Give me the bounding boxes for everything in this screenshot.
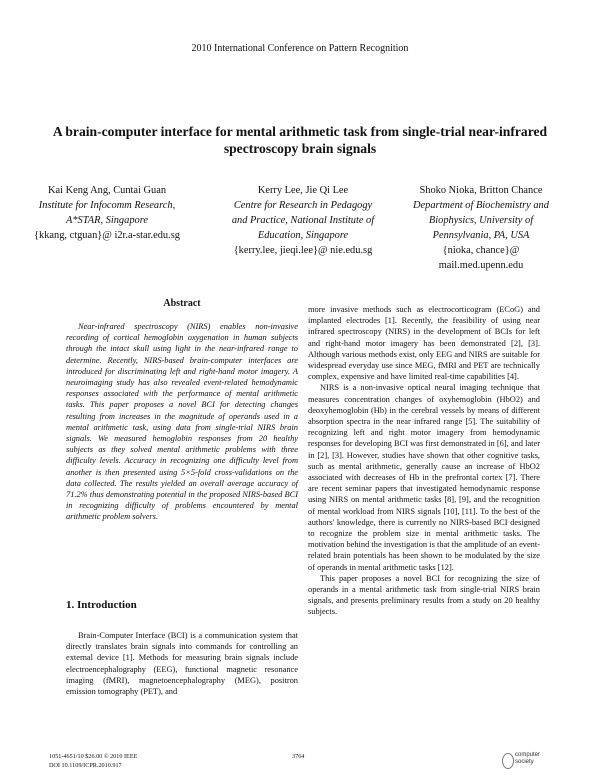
author-email: {nioka, chance}@ mail.med.upenn.edu	[438, 245, 524, 271]
abstract-body	[66, 321, 298, 523]
computer-society-logo	[502, 752, 562, 770]
right-paragraph-1: more invasive methods such as electrocorticogram (ECoG) and implanted electrodes [1]. Recently, the feasibility of using near infrared spectroscopy (NIRS) in the development of BCIs for left and right-hand motor imagery has been demonstrated [2], [3]. Although various methods exist, only EEG and NIRS are suitable for widespread everyday use since MEG, fMRI and PET are technically complex, expensive and have limited real-time capabilities [4].	[308, 305, 540, 382]
author-names: Kerry Lee, Jie Qi Lee	[257, 185, 349, 196]
introduction-paragraph: Brain-Computer Interface (BCI) is a communication system that directly translates brain signals into commands for controlling an external device [1]. Methods for measuring brain signals include electroencephalography (EEG), functional magnetic resonance imaging (fMRI), magnetoencephalography (MEG), positron emission tomography (PET), and	[66, 631, 298, 697]
abstract-heading: Abstract	[163, 298, 201, 309]
author-block-1	[32, 183, 182, 243]
paper-title: A brain-computer interface for mental arithmetic task from single-trial near-infrared spectroscopy brain signals	[52, 124, 548, 156]
author-names: Shoko Nioka, Britton Chance	[419, 185, 543, 196]
author-block-3	[406, 183, 556, 273]
author-names: Kai Keng Ang, Cuntai Guan	[47, 185, 167, 196]
author-email: {kkang, ctguan}@ i2r.a-star.edu.sg	[34, 230, 180, 241]
author-block-2	[228, 183, 378, 258]
author-email: {kerry.lee, jieqi.lee}@ nie.edu.sg	[233, 245, 373, 256]
logo-line-2: society	[515, 759, 534, 765]
introduction-body	[66, 630, 298, 697]
page-number: 3764	[292, 753, 305, 760]
abstract-text: Near-infrared spectroscopy (NIRS) enables non-invasive recording of cortical hemoglobin oxygenation in human subjects through the intact skull using light in the near-infrared range to determine. Recently, NIRS-based brain-computer interfaces are introduced for discriminating left and right-hand motor imagery. A neuroimaging study has also revealed event-related hemodynamic responses associated with the performance of mental arithmetic tasks. This paper proposes a novel BCI for detecting changes resulting from increases in the magnitude of operands used in a mental arithmetic task, using data from single-trial NIRS brain signals. We measured hemoglobin responses from 20 healthy subjects as they solved mental arithmetic problems with three difficulty levels. Accuracy in recognizing one difficulty level from another is then presented using 5×5-fold cross-validations on the data collected. The results yielded an overall average accuracy of 71.2% thus demonstrating potential in the proposed NIRS-based BCI in recognizing difficulty of problems encountered by mental arithmetic problem solvers.	[66, 322, 298, 522]
society-logo-icon	[502, 753, 514, 769]
right-column	[308, 304, 540, 618]
footer-doi: DOI 10.1109/ICPR.2010.917	[49, 762, 122, 769]
author-affiliation: Institute for Infocomm Research, A*STAR, Singapore	[38, 200, 176, 226]
right-paragraph-2: NIRS is a non-invasive optical neural imaging technique that measures concentration changes of oxyhemoglobin (HbO2) and deoxyhemoglobin (Hb) in the cerebral vessels by means of different absorption spectra in the near infrared range [5]. The suitability of recognizing left and right motor imagery from hemodynamic responses for developing BCI was first demonstrated in [6], and later in [2], [3]. However, studies have shown that other cognitive tasks, such as mental arithmetic, generally cause an increase of HbO2 associated with decreases of Hb in the prefrontal cortex [7]. There are recent seminar papers that investigated hemodynamic response using NIRS on mental arithmetic tasks [8], [9], and the recognition of mental workload from NIRS signals [10], [11]. To the best of the authors' knowledge, there is currently no NIRS-based BCI designed to recognize the problem size in mental arithmetic tasks. The motivation behind the investigation is that the amplitude of an event-related brain potentials has been shown to be modulated by the size of operands in mental arithmetic tasks [12].	[308, 383, 540, 572]
author-affiliation: Centre for Research in Pedagogy and Practice, National Institute of Education, Singapore	[231, 200, 375, 241]
footer-issn: 1051-4651/10 $26.00 © 2010 IEEE	[49, 753, 138, 760]
author-affiliation: Department of Biochemistry and Biophysics, University of Pennsylvania, PA, USA	[413, 200, 549, 241]
right-paragraph-3: This paper proposes a novel BCI for recognizing the size of operands in a mental arithmetic task from single-trial NIRS brain signals, and presents preliminary results from a study on 20 healthy subjects.	[308, 573, 540, 617]
conference-header: 2010 International Conference on Pattern Recognition	[191, 43, 409, 54]
logo-line-1: computer	[515, 752, 541, 758]
section-heading-introduction: 1. Introduction	[66, 599, 137, 611]
